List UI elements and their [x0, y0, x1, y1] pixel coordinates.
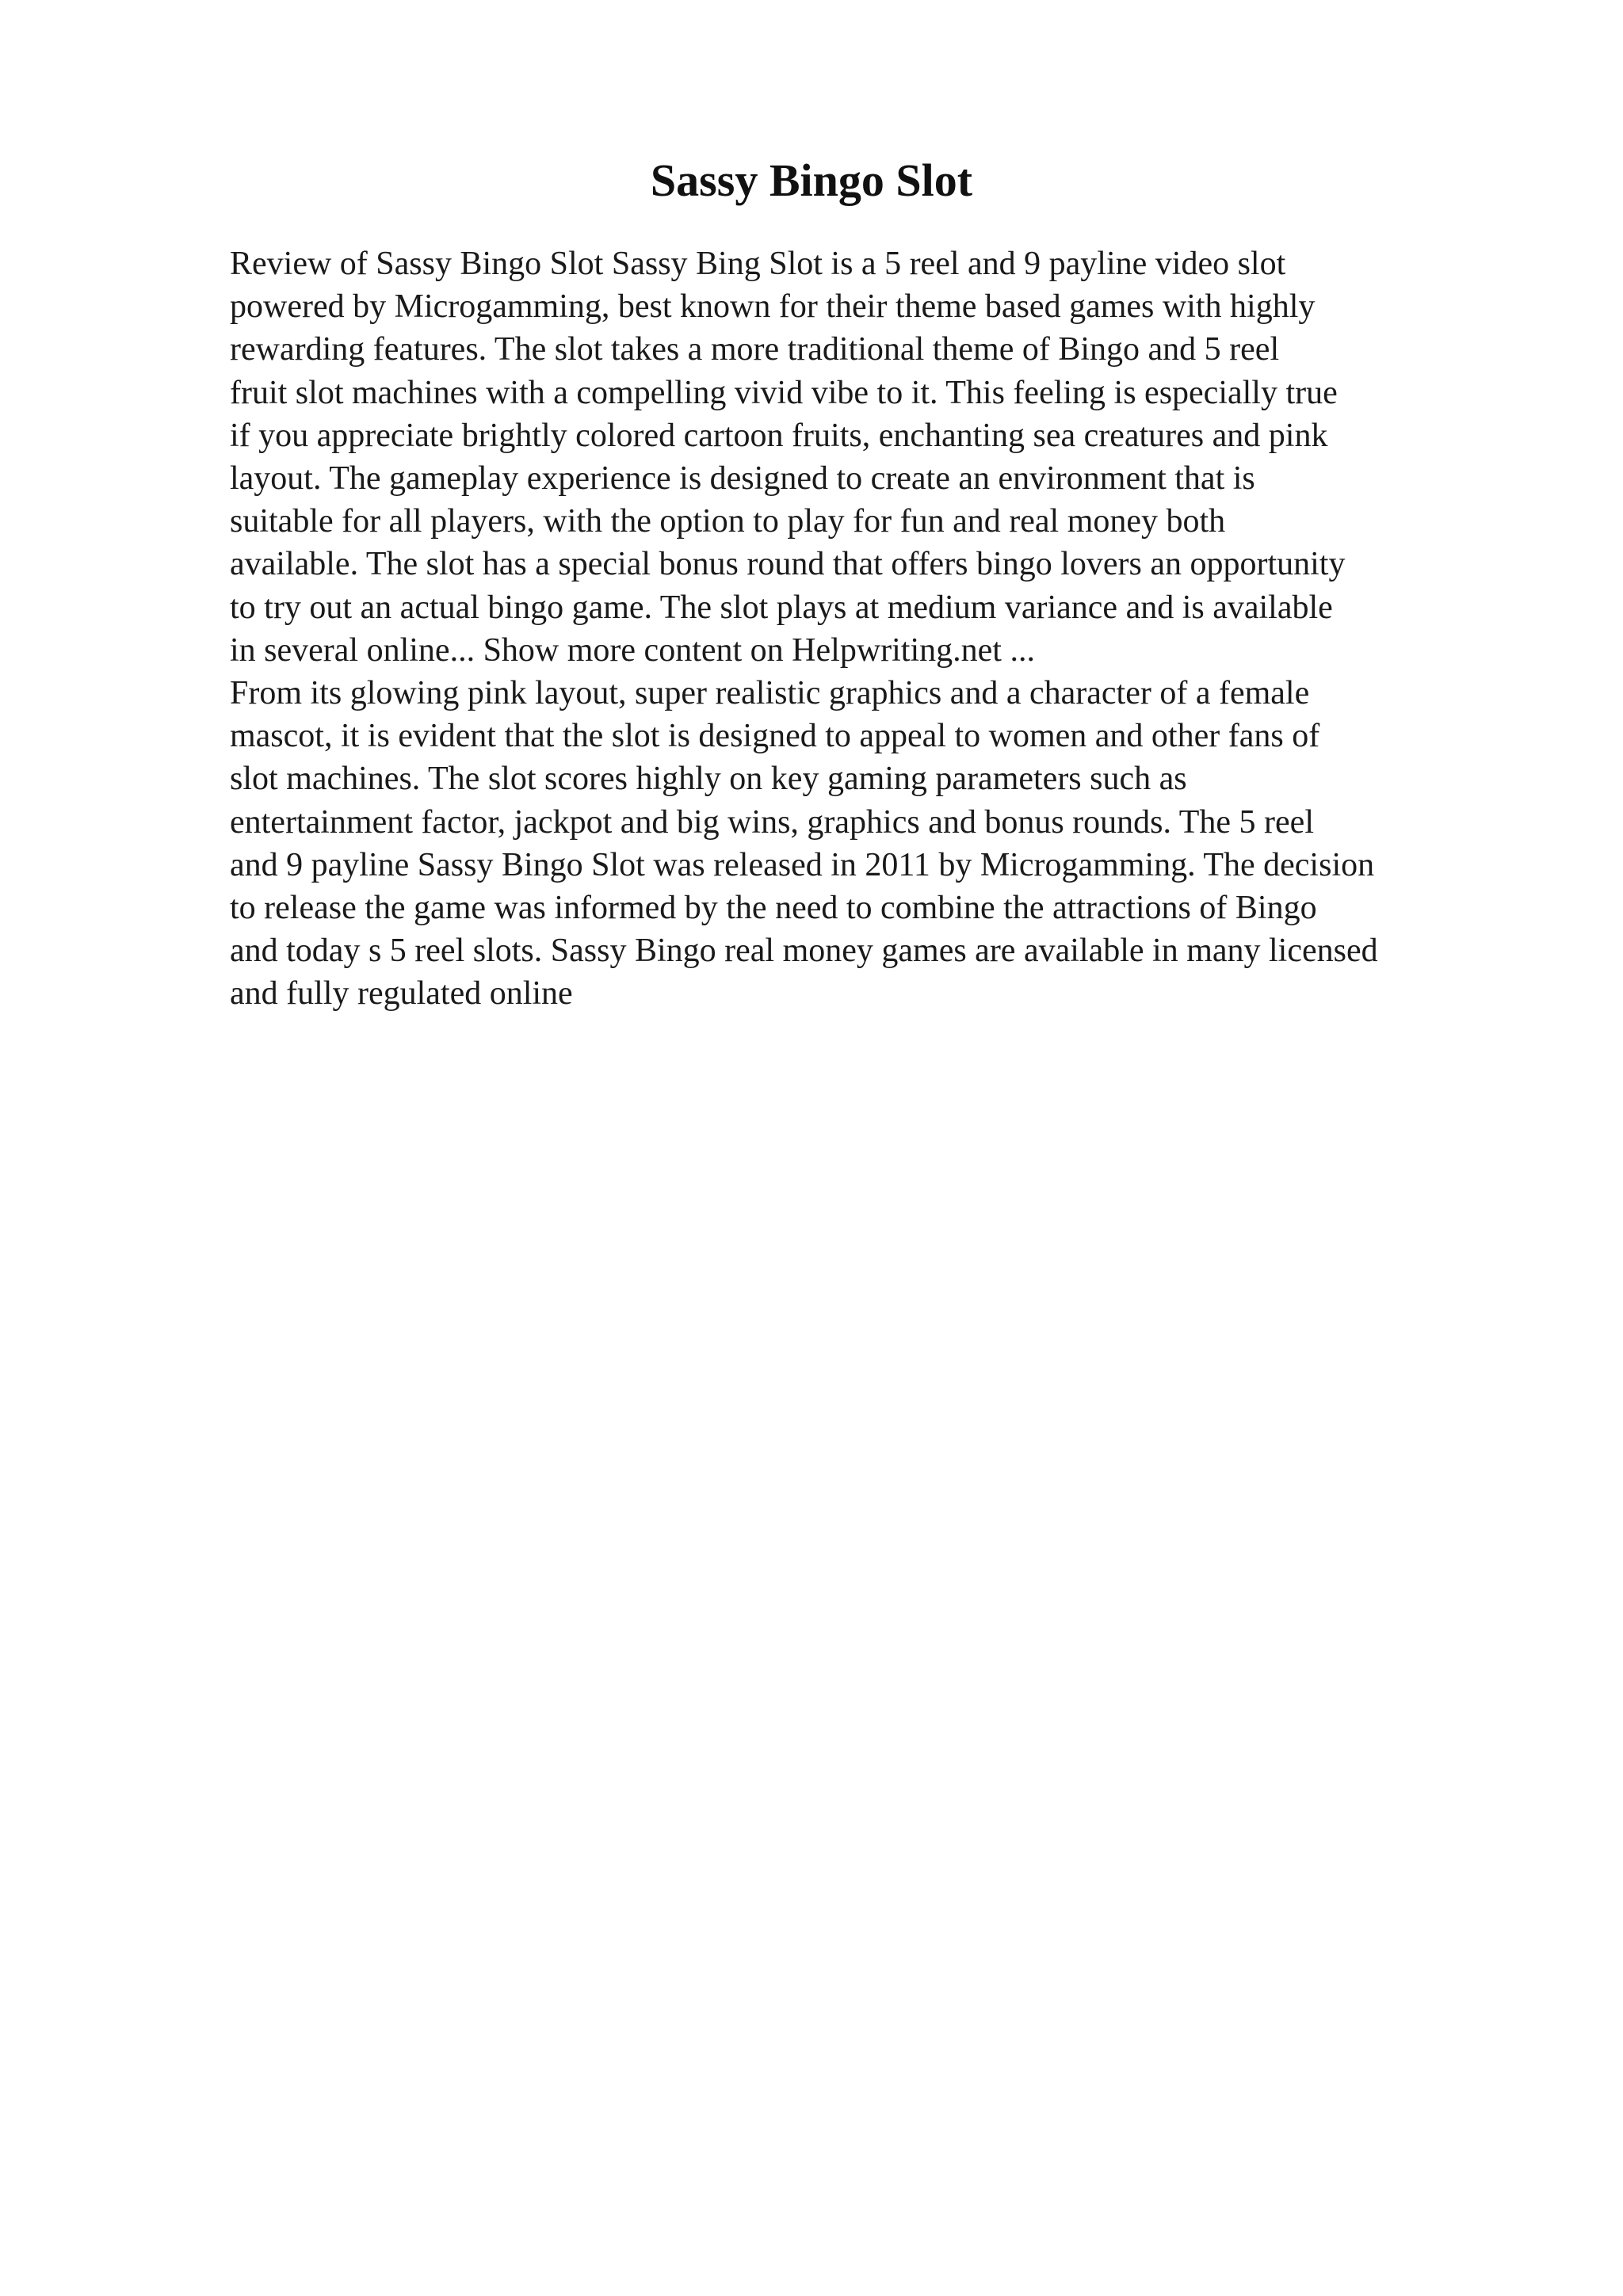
body-line: to release the game was informed by the need to combine the attractions of Bingo [230, 890, 1317, 927]
body-line: rewarding features. The slot takes a more traditional theme of Bingo and 5 reel [230, 331, 1280, 368]
body-line: and fully regulated online [230, 975, 573, 1013]
body-line: suitable for all players, with the option to play for fun and real money both [230, 503, 1226, 540]
body-line: From its glowing pink layout, super realistic graphics and a character of a female [230, 675, 1310, 712]
body-line: mascot, it is evident that the slot is designed to appeal to women and other fans of [230, 718, 1320, 755]
body-line: and today s 5 reel slots. Sassy Bingo real money games are available in many licensed [230, 933, 1378, 970]
document-title: Sassy Bingo Slot [650, 154, 973, 206]
body-line: to try out an actual bingo game. The slot plays at medium variance and is available [230, 589, 1333, 626]
body-line: available. The slot has a special bonus round that offers bingo lovers an opportunity [230, 546, 1346, 583]
body-line: if you appreciate brightly colored cartoon fruits, enchanting sea creatures and pink [230, 417, 1328, 454]
body-line: slot machines. The slot scores highly on key gaming parameters such as [230, 761, 1187, 798]
document-body [230, 242, 1529, 1016]
body-line: Review of Sassy Bingo Slot Sassy Bing Slot is a 5 reel and 9 payline video slot [230, 246, 1286, 282]
body-line: fruit slot machines with a compelling vivid vibe to it. This feeling is especially true [230, 374, 1338, 411]
body-line: layout. The gameplay experience is designed to create an environment that is [230, 460, 1255, 498]
body-line: entertainment factor, jackpot and big wins, graphics and bonus rounds. The 5 reel [230, 803, 1314, 841]
body-line: and 9 payline Sassy Bingo Slot was released in 2011 by Microgamming. The decision [230, 846, 1375, 883]
body-line: in several online... Show more content on Helpwriting.net ... [230, 631, 1035, 669]
body-line: powered by Microgamming, best known for their theme based games with highly [230, 288, 1316, 326]
